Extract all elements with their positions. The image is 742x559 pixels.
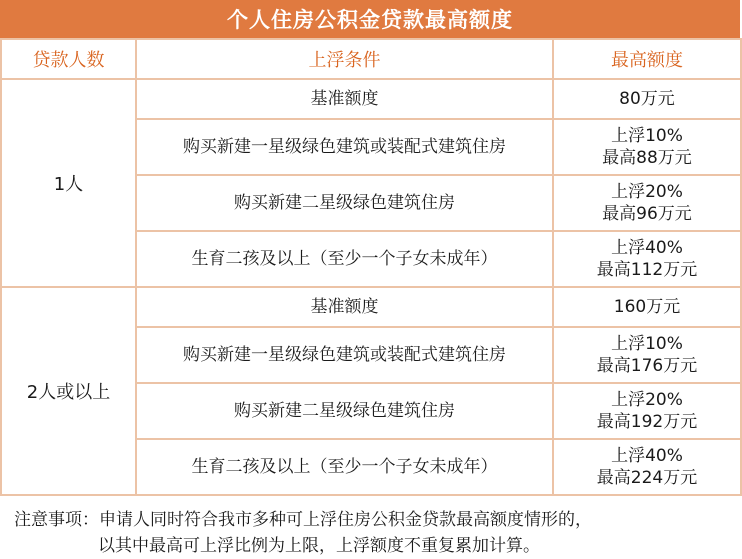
notice-line1: 申请人同时符合我市多种可上浮住房公积金贷款最高额度情形的， [99,510,592,530]
page-title: 个人住房公积金贷款最高额度 [0,0,740,38]
amount-line: 最高224万元 [596,468,698,488]
amount-cell [553,175,741,231]
table-row [1,287,741,327]
amount-cell [553,327,741,383]
amount-line: 最高192万元 [596,412,698,432]
condition-cell: 基准额度 [136,79,553,119]
header-condition: 上浮条件 [136,39,553,79]
amount-line: 最高112万元 [596,260,698,280]
amount-cell [553,287,741,327]
amount-cell [553,119,741,175]
notice-line2: 以其中最高可上浮比例为上限，上浮额度不重复累加计算。 [98,536,540,556]
condition-cell: 购买新建二星级绿色建筑住房 [136,383,553,439]
condition-cell: 基准额度 [136,287,553,327]
loan-quota-table [0,38,742,496]
amount-line: 80万元 [619,89,675,109]
amount-line: 上浮20% [611,182,683,202]
amount-line: 上浮10% [611,334,683,354]
amount-cell [553,231,741,287]
condition-cell: 购买新建二星级绿色建筑住房 [136,175,553,231]
borrower-count-cell: 2人或以上 [1,287,136,495]
amount-line: 上浮40% [611,238,683,258]
amount-line: 上浮10% [611,126,683,146]
notice-label: 注意事项： [14,510,99,530]
amount-cell [553,383,741,439]
condition-cell: 生育二孩及以上（至少一个子女未成年） [136,439,553,495]
table-row [1,79,741,119]
amount-line: 上浮20% [611,390,683,410]
amount-line: 最高176万元 [596,356,698,376]
condition-cell: 购买新建一星级绿色建筑或装配式建筑住房 [136,119,553,175]
notice [14,507,729,559]
table-header-row [1,39,741,79]
amount-line: 160万元 [613,297,681,317]
amount-cell [553,79,741,119]
condition-cell: 生育二孩及以上（至少一个子女未成年） [136,231,553,287]
header-max-amount: 最高额度 [553,39,741,79]
amount-line: 上浮40% [611,446,683,466]
amount-line: 最高88万元 [602,148,692,168]
borrower-count-cell: 1人 [1,79,136,287]
header-borrowers: 贷款人数 [1,39,136,79]
condition-cell: 购买新建一星级绿色建筑或装配式建筑住房 [136,327,553,383]
amount-cell [553,439,741,495]
amount-line: 最高96万元 [602,204,692,224]
